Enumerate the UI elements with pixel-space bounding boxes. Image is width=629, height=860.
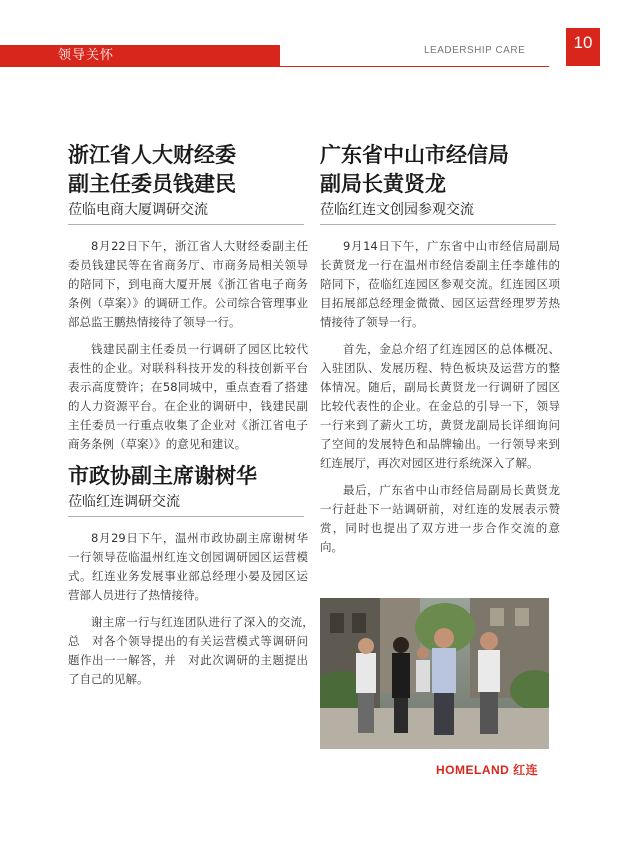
article-paragraph: 首先，金总介绍了红连园区的总体概况、入驻团队、发展历程、特色板块及运营方的整体情况。随后，副局长黄贤龙一行调研了园区比较代表性的企业。在金总的引导一下，领导一行来到了薪火工坊，黄贤龙副局长详细询问了空间的发展特色和品牌输出。一行领导来到红连展厅，再次对园区进行系统深入了解。 [320,342,560,470]
article-paragraph: 谢主席一行与红连团队进行了深入的交流， 总 对各个领导提出的有关运营模式等调研问题作出一一解答，并 对此次调研的主题提出了自己的见解。 [68,615,320,686]
visit-photo [320,598,549,749]
left-column [68,141,320,697]
subtitle-rule [68,516,304,517]
article-subtitle: 莅临红连文创园参观交流 [320,202,474,218]
article-title: 广东省中山市经信局 [320,143,509,167]
article-paragraph: 8月29日下午，温州市政协副主席谢树华一行领导莅临温州红连文创园调研园区运营模式。红连业务发展事业部总经理小晏及园区运营部人员进行了热情接待。 [68,531,308,602]
article-paragraph: 9月14日下午，广东省中山市经信局副局长黄贤龙一行在温州市经信委副主任李雄伟的陪同下，莅临红连园区参观交流。红连园区项目拓展部总经理金微微、园区运营经理罗芳热情接待了领导一行。 [320,239,560,329]
article-paragraph: 8月22日下午，浙江省人大财经委副主任委员钱建民等在省商务厅、市商务局相关领导的陪同下，到电商大厦开展《浙江省电子商务条例（草案）》的调研工作。公司综合管理事业部总监王鹏热情接待了领导一行。 [68,239,308,329]
subtitle-rule [320,224,556,225]
article-title: 浙江省人大财经委 [68,143,236,167]
subtitle-rule [68,224,304,225]
homeland-brand-logo: HOMELAND 红连 [436,763,539,777]
article-subtitle: 莅临红连调研交流 [68,494,180,510]
page-number: 10 [573,33,593,52]
right-column [320,141,560,565]
section-label: 领导关怀 [58,48,115,63]
article-paragraph: 钱建民副主任委员一行调研了园区比较代表性的企业。对联科科技开发的科技创新平台表示高度赞许；在58同城中，重点查看了搭建的人力资源平台。在企业的调研中，钱建民副主任委员一行重点收集了企业对《浙江省电子商务条例（草案）》的意见和建议。 [68,342,308,451]
article-title: 副主任委员钱建民 [68,172,236,196]
article-huang-xianlong [320,141,560,557]
article-subtitle: 莅临电商大厦调研交流 [68,202,208,218]
header-divider [280,66,549,67]
section-header-band [0,45,280,67]
section-label-english: LEADERSHIP CARE [424,45,526,56]
article-paragraph: 最后，广东省中山市经信局副局长黄贤龙一行赶赴下一站调研前，对红连的发展表示赞赏，同时也提出了双方进一步合作交流的意向。 [320,483,560,554]
article-title: 市政协副主席谢树华 [68,464,257,488]
article-qian-jianmin [68,141,308,454]
article-title: 副局长黄贤龙 [320,172,446,196]
visit-photo-illustration [320,598,549,749]
article-xie-shuhua [68,462,320,689]
